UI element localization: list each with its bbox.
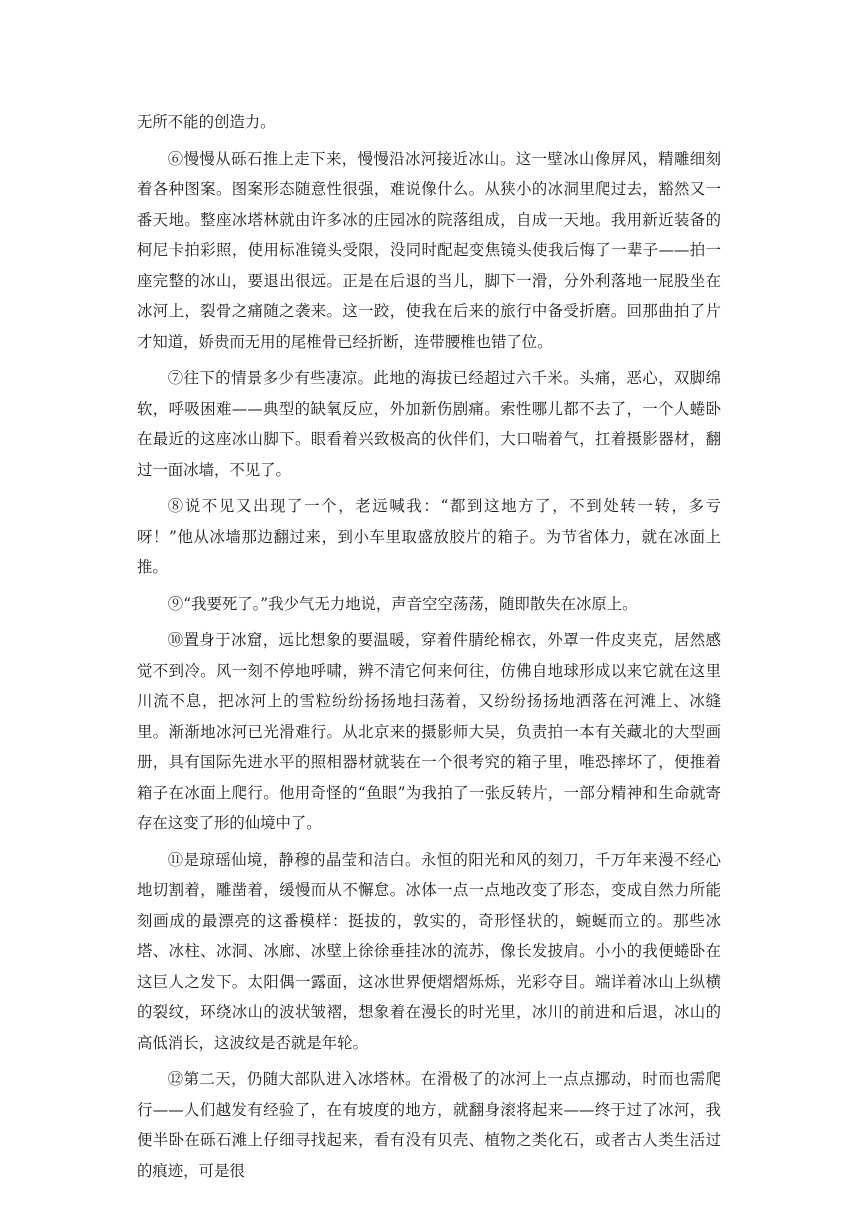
- paragraph-11: ⑪是琼瑶仙境，静穆的晶莹和洁白。永恒的阳光和风的刻刀，千万年来漫不经心地切割着，雕凿着，缓慢而从不懈怠。冰体一点一点地改变了形态，变成自然力所能刻画成的最漂亮的这番模样：挺拔的，敦实的，奇形怪状的，蜿蜒而立的。那些冰塔、冰柱、冰洞、冰廊、冰壁上徐徐垂挂冰的流苏，像长发披肩。小小的我便蜷卧在这巨人之发下。太阳偶一露面，这冰世界便熠熠烁烁，光彩夺目。端详着冰山上纵横的裂纹，环绕冰山的波状皱褶，想象着在漫长的时光里，冰川的前进和后退，冰山的高低消长，这波纹是否就是年轮。: [137, 850, 721, 1052]
- article-body: [137, 107, 721, 1192]
- paragraph-7: ⑦往下的情景多少有些凄凉。此地的海拔已经超过六千米。头痛，恶心，双脚绵软，呼吸困难——典型的缺氧反应，外加新伤剧痛。索性哪儿都不去了，一个人蜷卧在最近的这座冰山脚下。眼看着兴致极高的伙伴们，大口喘着气，扛着摄影器材，翻过一面冰墙，不见了。: [137, 369, 721, 479]
- paragraph-6: ⑥慢慢从砾石推上走下来，慢慢沿冰河接近冰山。这一壁冰山像屏风，精雕细刻着各种图案。图案形态随意性很强，难说像什么。从狭小的冰洞里爬过去，豁然又一番天地。整座冰塔林就由许多冰的庄园冰的院落组成，自成一天地。我用新近装备的柯尼卡拍彩照，使用标准镜头受限，没同时配起变焦镜头使我后悔了一辈子——拍一座完整的冰山，要退出很远。正是在后退的当儿，脚下一滑，分外利落地一屁股坐在冰河上，裂骨之痛随之袭来。这一跤，使我在后来的旅行中备受折磨。回那曲拍了片才知道，娇贵而无用的尾椎骨已经折断，连带腰椎也错了位。: [137, 149, 721, 351]
- paragraph-8: ⑧说不见又出现了一个，老远喊我：“都到这地方了，不到处转一转，多亏呀！”他从冰墙那边翻过来，到小车里取盛放胶片的箱子。为节省体力，就在冰面上推。: [137, 497, 721, 576]
- paragraph-continuation: 无所不能的创造力。: [137, 113, 276, 131]
- paragraph-12: ⑫第二天，仍随大部队进入冰塔林。在滑极了的冰河上一点点挪动，时而也需爬行——人们越发有经验了，在有坡度的地方，就翻身滚将起来——终于过了冰河，我便半卧在砾石滩上仔细寻找起来，看有没有贝壳、植物之类化石，或者古人类生活过的痕迹，可是很: [137, 1070, 721, 1180]
- paragraph-10: ⑩置身于冰窟，远比想象的要温暖，穿着件腈纶棉衣，外罩一件皮夹克，居然感觉不到冷。风一刻不停地呼啸，辨不清它何来何往，仿佛自地球形成以来它就在这里川流不息，把冰河上的雪粒纷纷扬扬地扫荡着，又纷纷扬扬地洒落在河滩上、冰缝里。渐渐地冰河已光滑难行。从北京来的摄影师大吴，负责拍一本有关藏北的大型画册，具有国际先进水平的照相器材就装在一个很考究的箱子里，唯恐摔坏了，便推着箱子在冰面上爬行。他用奇怪的“鱼眼”为我拍了一张反转片，一部分精神和生命就寄存在这变了形的仙境中了。: [137, 631, 721, 832]
- paragraph-9: ⑨“我要死了。”我少气无力地说，声音空空荡荡，随即散失在冰原上。: [167, 594, 638, 613]
